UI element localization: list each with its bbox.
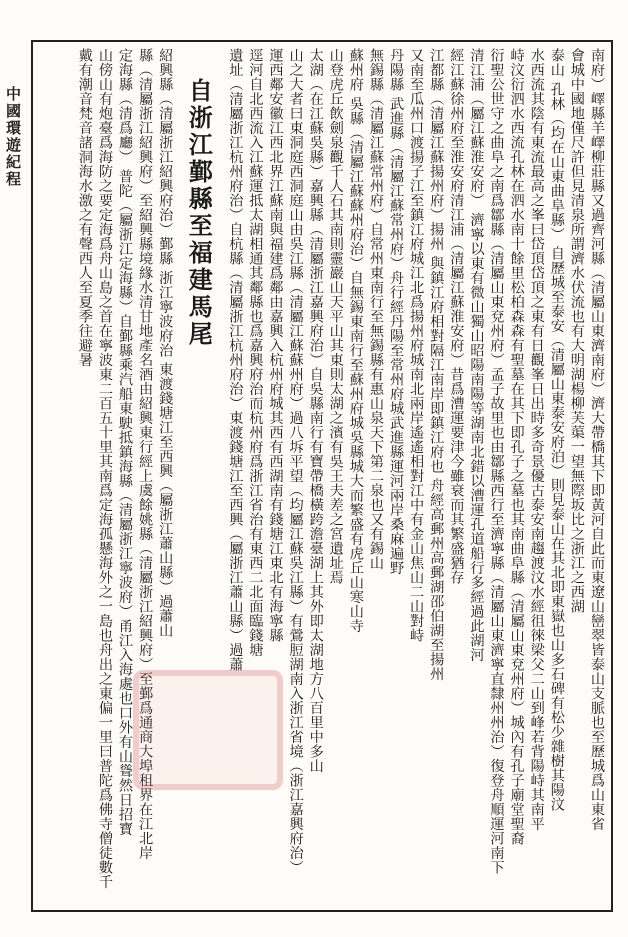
text-column: 逕河自北西流入江蘇運抵太湖相通其鄰縣也爲嘉興府治而杭州府爲浙江省治有東西二北面臨錢塘 (247, 48, 264, 657)
text-column: 山傍山有炮臺爲海防之要定海爲舟山島之首在寧波東二百五十里其南爲定海孤懸海外之一島也舟出之東偏一里曰普陀爲佛寺僧徒數千 (96, 48, 113, 889)
text-column: 南府）嶧縣羊嶧柳莊縣又過齊河縣（清屬山東濟南府）濟大帶橋其下即黃河自此而東遼山巒翠皆泰山支脈也至歷城爲山東省 (589, 48, 605, 831)
text-column: 丹陽縣 武進縣（清屬江蘇常州府）舟行經丹陽至常州府城武進縣運河兩岸桑麻遍野 (388, 48, 405, 575)
running-title: 中國環遊紀程 (4, 86, 22, 188)
text-column: 無錫縣（清屬江蘇常州府）自常州東南行至無錫縣有惠山泉天下第二泉也又有錫山 (367, 48, 384, 570)
text-column: 清江浦（屬江蘇淮安府） 濟寧以東有微山獨山昭陽南陽等湖南北錯以漕運孔道船行多經過此湖河 (468, 48, 485, 662)
text-column: 峙汶衍泗水西流孔林在泗水南十餘里松柏森森有聖墓在其下即孔子之墓也其南曲阜縣（清屬山東兗州府）城內有孔子廟堂聖裔 (508, 48, 525, 846)
text-column: 定海縣（清爲廳） 普陀（屬浙江定海縣）自鄞縣乘汽船東駛抵鎮海縣（清屬浙江寧波府）甬江入海處也口外有山聳然日招寶 (117, 48, 134, 836)
text-column: 泰山 孔林（均在山東曲阜縣） 自歷城至泰安（清屬山東泰安府泊）則見泰山在其北即東嶽也山多石碑有松少雜樹其陽汶 (548, 48, 565, 812)
text-column: 蘇州府 吳縣（清屬江蘇蘇州府治）自無錫東南行至蘇州府城吳縣城大而繁盛有虎丘山寒山寺 (347, 48, 364, 633)
text-column: 紹興縣（清屬浙江紹興府治）鄞縣 浙江寧波府治 東渡錢塘江至西興（屬浙江蕭山縣）過蕭山 (157, 48, 174, 638)
text-column: 山登虎丘飲劍泉觀千人石其南則靈巖山天平山其東則太湖之濱有吳王夫差之宮遺址焉 (327, 48, 344, 585)
text-column: 又南至瓜州口渡揚子江至鎮江府城江北爲揚州府城南北兩岸遙遙相對江中有金山焦山二山對峙 (408, 48, 425, 643)
text-column: 會城中國地僅尺許但見清泉所謂濟水伏流也有大明湖楊柳芙蕖一望無際坂比之浙江之西湖 (568, 48, 585, 614)
text-column: 衍聖公世守之曲阜之南爲鄒縣（清屬山東兗州府）孟子故里也由鄒縣西行至濟寧縣（清屬山東濟寧直隸州州治）復登舟順運河南下 (488, 48, 505, 875)
text-column: 運西鄰安徽江西北界江蘇南與福建爲鄰由嘉興入杭州府城其西有西湖南有錢塘江東北有海寧縣 (267, 48, 284, 643)
text-frame (31, 40, 613, 912)
text-column: 水西流其陰有東流最高之峯曰岱頂岱頂之東有日觀峯日出時多奇景優古泰安南趨渡汶水經徂徠梁父二山到峰若背陽峙其南平 (528, 48, 545, 831)
text-column: 戴有潮音梵音諸洞海水激之有聲西人至夏季往避暑 (76, 48, 93, 367)
text-column: 經江蘇徐州府至淮安府清江浦（清屬江蘇淮安府）昔爲漕運要津今雖衰而其繁盛猶存 (448, 48, 465, 585)
text-column: 縣（清屬浙江紹興府）至紹興縣境緣水清甘地產名酒由紹興東行經上虞餘姚縣（清屬浙江紹興府）至鄞爲通商大埠租界在江北岸 (137, 48, 154, 860)
vertical-text-block (39, 48, 607, 908)
text-column: 江都縣（清屬江蘇揚州府）揚州 與鎮江府相對隔江南岸即鎮江府也 舟經高郵州高郵湖邵伯湖至揚州 (428, 48, 445, 682)
text-column: 遺址（清屬浙江杭州府治）自杭縣（清屬浙江杭州府治）東渡錢塘江至西興（屬浙江蕭山縣）過蕭 (227, 48, 244, 672)
text-column: 太湖（在江蘇吳縣）嘉興縣（清屬浙江嘉興府治）自吳縣南行有寶帶橋橫跨澹臺湖上其外即太湖地方八百里中多山 (307, 48, 324, 773)
section-heading: 自浙江鄞縣至福建馬尾 (184, 78, 214, 348)
text-column: 山之大者曰東洞庭西洞庭山由吳江縣（清屬江蘇蘇州府）過八坼平望（均屬江蘇吳江縣）有鶯脰湖南入浙江省境（浙江嘉興府治） (287, 48, 304, 875)
